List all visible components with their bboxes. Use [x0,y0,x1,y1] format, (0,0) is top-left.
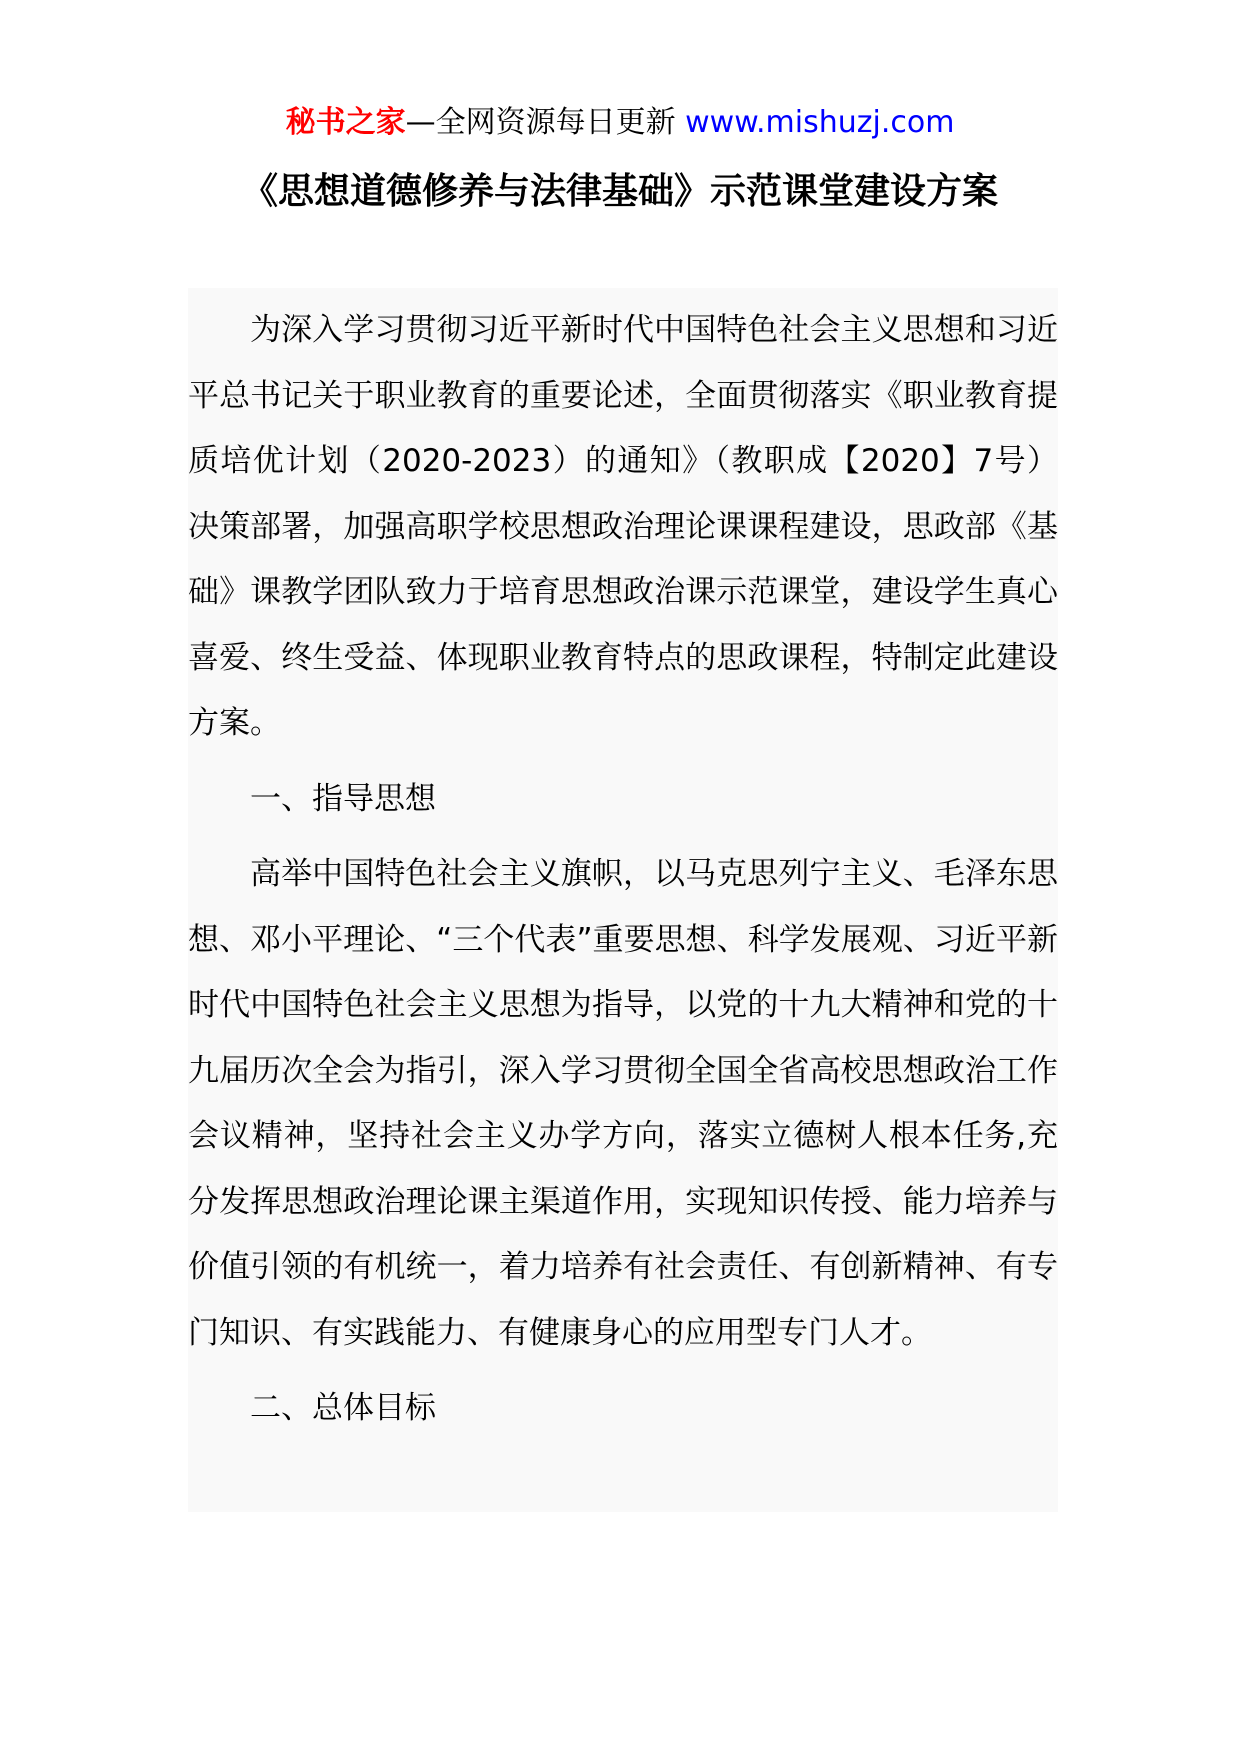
document-content [188,288,1058,1442]
section-heading-guiding-ideology: 一、指导思想 [250,780,436,817]
section-paragraph-guiding-ideology: 高举中国特色社会主义旗帜，以马克思列宁主义、毛泽东思想、邓小平理论、“三个代表”重要思想、科学发展观、习近平新时代中国特色社会主义思想为指导，以党的十九大精神和党的十九届历次全会为指引，深入学习贯彻全国全省高校思想政治工作会议精神，坚持社会主义办学方向，落实立德树人根本任务,充分发挥思想政治理论课主渠道作用，实现知识传授、能力培养与价值引领的有机统一，着力培养有社会责任、有创新精神、有专门知识、有实践能力、有健康身心的应用型专门人才。 [188,856,1058,1351]
site-url-link[interactable]: www.mishuzj.com [685,105,955,140]
document-title: 《思想道德修养与法律基础》示范课堂建设方案 [241,171,998,212]
intro-paragraph: 为深入学习贯彻习近平新时代中国特色社会主义思想和习近平总书记关于职业教育的重要论述，全面贯彻落实《职业教育提质培优计划（2020-2023）的通知》（教职成【2020】7号）决策部署，加强高职学校思想政治理论课课程建设，思政部《基础》课教学团队致力于培育思想政治课示范课堂，建设学生真心喜爱、终生受益、体现职业教育特点的思政课程，特制定此建设方案。 [188,312,1058,741]
site-header [0,100,1240,146]
site-brand: 秘书之家 [285,105,406,140]
site-tagline: —全网资源每日更新 [405,105,686,140]
section-heading-overall-goal: 二、总体目标 [250,1390,436,1426]
document-body [188,288,1058,1512]
